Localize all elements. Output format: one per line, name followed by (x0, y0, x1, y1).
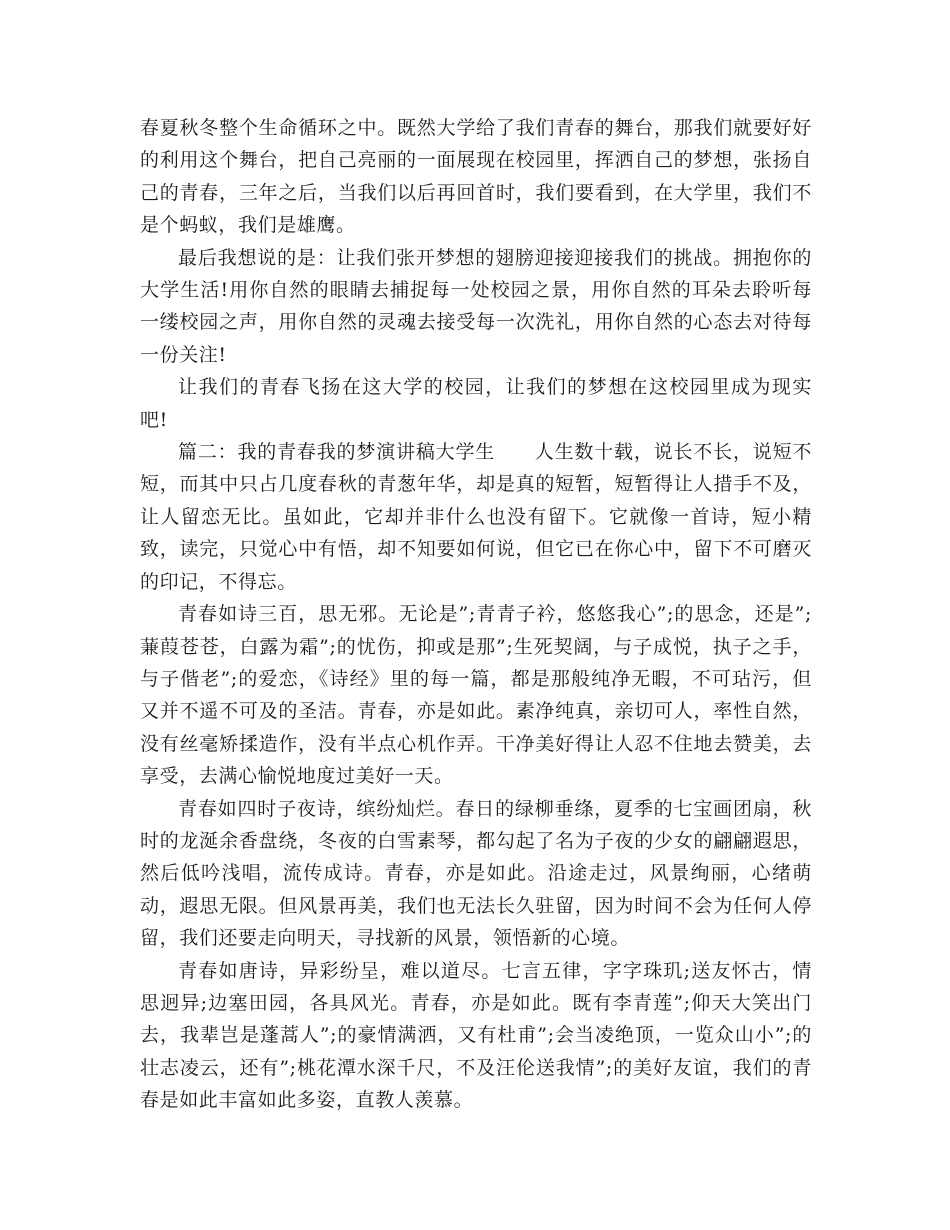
paragraph-6: 青春如四时子夜诗，缤纷灿烂。春日的绿柳垂绦，夏季的七宝画团扇，秋时的龙涎余香盘绕，冬夜的白雪素琴，都勾起了名为子夜的少女的翩翩遐思，然后低吟浅唱，流传成诗。青春，亦是如此。沿途走过，风景绚丽，心绪萌动，遐思无限。但风景再美，我们也无法长久驻留，因为时间不会为任何人停留，我们还要走向明天，寻找新的风景，领悟新的心境。 (140, 797, 812, 950)
document-body (140, 112, 812, 1117)
paragraph-5: 青春如诗三百，思无邪。无论是”;青青子衿，悠悠我心”;的思念，还是”;蒹葭苍苍，白露为霜”;的忧伤，抑或是那”;生死契阔，与子成悦，执子之手，与子偕老”;的爱恋，《诗经》里的每一篇，都是那般纯净无暇，不可玷污，但又并不遥不可及的圣洁。青春，亦是如此。素净纯真，亲切可人，率性自然，没有丝毫矫揉造作，没有半点心机作弄。干净美好得让人忍不住地去赞美，去享受，去满心愉悦地度过美好一天。 (140, 603, 812, 788)
paragraph-7: 青春如唐诗，异彩纷呈，难以道尽。七言五律，字字珠玑;送友怀古，情思迥异;边塞田园，各具风光。青春，亦是如此。既有李青莲”;仰天大笑出门去，我辈岂是蓬蒿人”;的豪情满洒，又有杜甫”;会当凌绝顶，一览众山小”;的壮志凌云，还有”;桃花潭水深千尺，不及汪伦送我情”;的美好友谊，我们的青春是如此丰富如此多姿，直教人羡慕。 (140, 959, 812, 1112)
paragraph-1: 春夏秋冬整个生命循环之中。既然大学给了我们青春的舞台，那我们就要好好的利用这个舞台，把自己亮丽的一面展现在校园里，挥洒自己的梦想，张扬自己的青春，三年之后，当我们以后再回首时，我们要看到，在大学里，我们不是个蚂蚁，我们是雄鹰。 (140, 117, 812, 237)
paragraph-4: 篇二：我的青春我的梦演讲稿大学生 人生数十载，说长不长，说短不短，而其中只占几度春秋的青葱年华，却是真的短暂，短暂得让人措手不及，让人留恋无比。虽如此，它却并非什么也没有留下。它就像一首诗，短小精致，读完，只觉心中有悟，却不知要如何说，但它已在你心中，留下不可磨灭的印记，不得忘。 (140, 441, 812, 593)
paragraph-2: 最后我想说的是：让我们张开梦想的翅膀迎接迎接我们的挑战。拥抱你的大学生活!用你自然的眼睛去捕捉每一处校园之景，用你自然的耳朵去聆听每一缕校园之声，用你自然的灵魂去接受每一次洗礼，用你自然的心态去对待每一份关注! (140, 246, 812, 366)
paragraph-3: 让我们的青春飞扬在这大学的校园，让我们的梦想在这校园里成为现实吧! (140, 376, 812, 431)
